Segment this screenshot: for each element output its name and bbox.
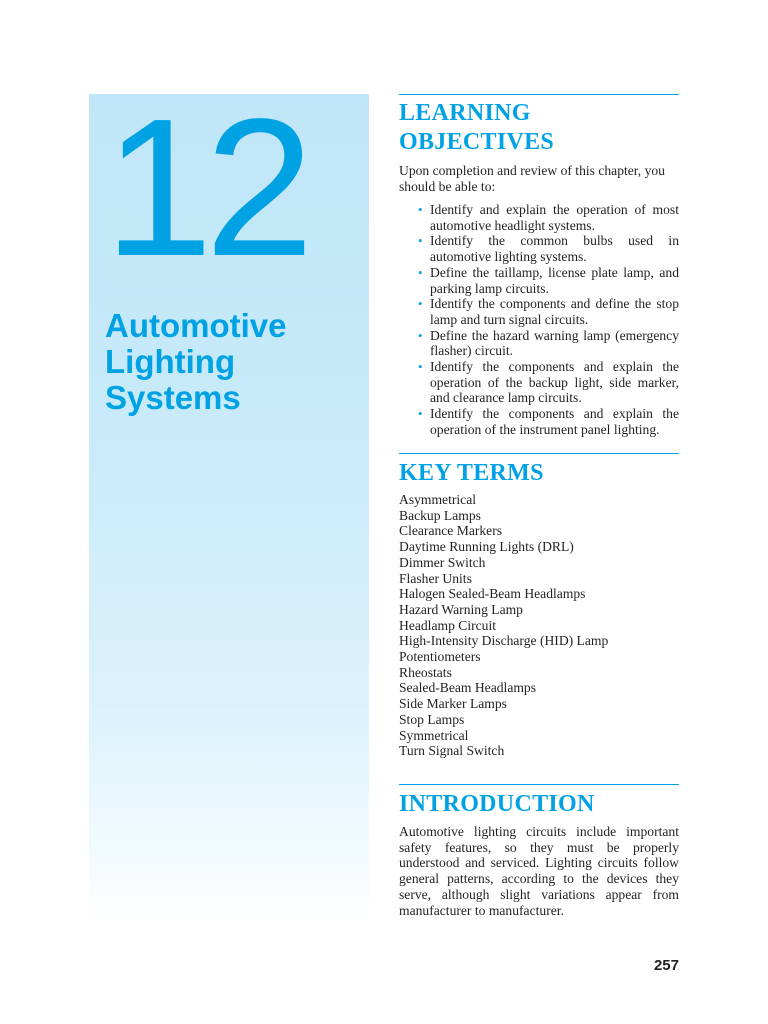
key-term: Hazard Warning Lamp <box>399 601 523 617</box>
objective-text: Identify the common bulbs used in automotive lighting systems. <box>430 233 679 265</box>
key-term: Backup Lamps <box>399 507 481 523</box>
key-term: Turn Signal Switch <box>399 743 505 759</box>
objective-item <box>416 265 679 296</box>
section-divider <box>399 784 679 785</box>
introduction-heading: INTRODUCTION <box>399 791 595 817</box>
objective-text: Identify the components and define the stop lamp and turn signal circuits. <box>430 296 679 327</box>
key-term: Halogen Sealed-Beam Headlamps <box>399 586 586 602</box>
key-term: Clearance Markers <box>399 523 503 539</box>
bullet-icon: • <box>418 406 423 422</box>
bullet-icon: • <box>418 202 423 217</box>
learning-objectives-heading <box>399 99 679 157</box>
objective-item <box>416 233 679 264</box>
key-term: Side Marker Lamps <box>399 696 507 712</box>
objective-text: Define the taillamp, license plate lamp, and parking lamp circuits. <box>430 264 679 296</box>
objective-text: Identify the components and explain the operation of the backup light, side marker, and clearance lamp circuits. <box>430 359 679 406</box>
key-terms-list <box>399 492 608 759</box>
section-divider <box>399 453 679 454</box>
heading-line: LEARNING <box>399 100 531 126</box>
bullet-icon: • <box>418 296 423 312</box>
key-term: Asymmetrical <box>399 492 477 507</box>
objective-item <box>416 296 679 327</box>
objective-text: Define the hazard warning lamp (emergency flasher) circuit. <box>430 327 679 359</box>
objective-item <box>416 406 679 437</box>
key-term: Stop Lamps <box>399 711 465 727</box>
chapter-title-line: Systems <box>105 379 241 416</box>
key-term: Daytime Running Lights (DRL) <box>399 539 574 555</box>
bullet-icon: • <box>418 233 423 249</box>
introduction-paragraph: Automotive lighting circuits include important safety features, so they must be properly understood and serviced. Lighting circuits follow general patterns, according to the devices they serve, although slight variations appear from manufacturer to manufacturer. <box>399 824 679 918</box>
key-terms-heading: KEY TERMS <box>399 460 544 486</box>
objective-item <box>416 328 679 359</box>
chapter-title-line: Lighting <box>105 343 236 380</box>
key-term: Flasher Units <box>399 570 472 586</box>
heading-line: OBJECTIVES <box>399 129 555 155</box>
key-term: Potentiometers <box>399 649 481 665</box>
bullet-icon: • <box>418 264 423 280</box>
section-divider <box>399 94 679 95</box>
learning-objectives-intro: Upon completion and review of this chapter, you should be able to: <box>399 163 665 194</box>
objective-text: Identify the components and explain the operation of the instrument panel lighting. <box>430 406 679 437</box>
key-term: Dimmer Switch <box>399 554 486 570</box>
key-term: Headlamp Circuit <box>399 617 497 633</box>
learning-objectives-section <box>399 94 679 437</box>
key-term: Symmetrical <box>399 727 469 743</box>
bullet-icon: • <box>418 359 423 375</box>
objective-text: Identify and explain the operation of most automotive headlight systems. <box>430 202 679 233</box>
chapter-number: 12 <box>104 78 307 297</box>
page-number: 257 <box>653 957 679 974</box>
bullet-icon: • <box>418 327 423 343</box>
chapter-title <box>105 308 287 416</box>
key-term: High-Intensity Discharge (HID) Lamp <box>399 633 609 649</box>
learning-objectives-list <box>416 202 679 438</box>
key-term: Sealed-Beam Headlamps <box>399 680 537 696</box>
objective-item <box>416 359 679 406</box>
key-term: Rheostats <box>399 664 452 680</box>
objective-item <box>416 202 679 233</box>
chapter-title-line: Automotive <box>105 307 287 344</box>
